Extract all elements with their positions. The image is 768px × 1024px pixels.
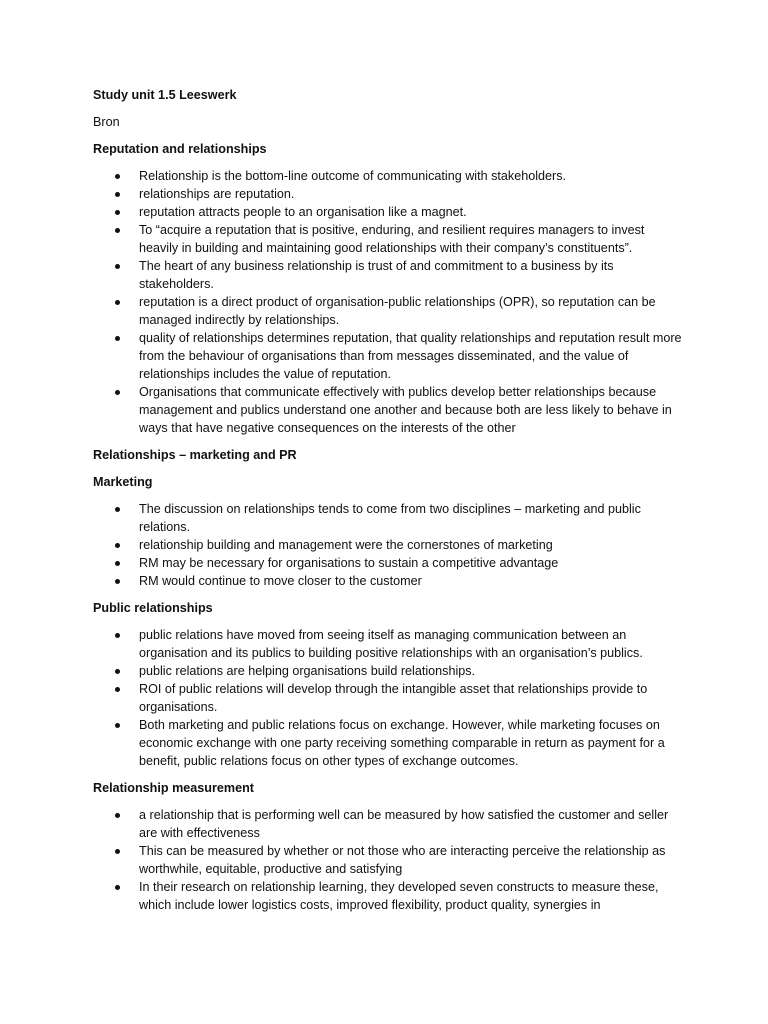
bullet-text: Relationship is the bottom-line outcome of communicating with stakeholders. <box>139 169 567 183</box>
section-heading: Public relationships <box>93 601 213 615</box>
section-heading: Relationships – marketing and PR <box>93 448 297 462</box>
bullet-dot-icon <box>115 390 120 395</box>
bullet-item <box>93 878 683 914</box>
bullet-text: a relationship that is performing well can be measured by how satisfied the customer and seller are with effectiveness <box>139 808 669 840</box>
bullet-dot-icon <box>115 300 120 305</box>
bullet-dot-icon <box>115 174 120 179</box>
bullet-item <box>93 716 683 770</box>
bullet-text: This can be measured by whether or not those who are interacting perceive the relationship as worthwhile, equitable, productive and satisfying <box>139 844 666 876</box>
bullet-dot-icon <box>115 723 120 728</box>
bullet-dot-icon <box>115 813 120 818</box>
bullet-item <box>93 536 683 554</box>
bullet-text: The discussion on relationships tends to come from two disciplines – marketing and public relations. <box>139 502 641 534</box>
bullet-item <box>93 329 683 383</box>
bullet-item <box>93 185 683 203</box>
bullet-list <box>93 500 683 590</box>
bullet-text: In their research on relationship learning, they developed seven constructs to measure these, which include lower logistics costs, improved flexibility, product quality, synergies in <box>139 880 659 912</box>
bullet-dot-icon <box>115 633 120 638</box>
bullet-item <box>93 221 683 257</box>
bullet-dot-icon <box>115 210 120 215</box>
document-title: Study unit 1.5 Leeswerk <box>93 88 237 102</box>
bullet-item <box>93 626 683 662</box>
bullet-item <box>93 167 683 185</box>
bullet-list <box>93 626 683 770</box>
section-heading: Relationship measurement <box>93 781 254 795</box>
bullet-text: public relations are helping organisations build relationships. <box>139 664 476 678</box>
bullet-text: RM would continue to move closer to the customer <box>139 574 422 588</box>
bullet-text: relationship building and management were the cornerstones of marketing <box>139 538 553 552</box>
bullet-dot-icon <box>115 579 120 584</box>
bullet-dot-icon <box>115 264 120 269</box>
bullet-list <box>93 167 683 437</box>
bullet-text: reputation attracts people to an organisation like a magnet. <box>139 205 467 219</box>
bullet-item <box>93 383 683 437</box>
bullet-text: ROI of public relations will develop through the intangible asset that relationships provide to organisations. <box>139 682 648 714</box>
bullet-item <box>93 203 683 221</box>
bullet-item <box>93 806 683 842</box>
bullet-item <box>93 662 683 680</box>
bullet-text: relationships are reputation. <box>139 187 295 201</box>
bullet-text: Organisations that communicate effectively with publics develop better relationships because management and publics understand one another and because both are less likely to behave in ways that have negative consequences on the interests of the other <box>139 385 672 435</box>
bullet-item <box>93 554 683 572</box>
bullet-dot-icon <box>115 192 120 197</box>
bullet-dot-icon <box>115 507 120 512</box>
bullet-dot-icon <box>115 849 120 854</box>
bullet-item <box>93 572 683 590</box>
bullet-dot-icon <box>115 669 120 674</box>
bullet-text: Both marketing and public relations focus on exchange. However, while marketing focuses on economic exchange with one party receiving something comparable in return as payment for a benefit, public relations focus on other types of exchange outcomes. <box>139 718 665 768</box>
bullet-list <box>93 806 683 914</box>
bullet-dot-icon <box>115 336 120 341</box>
bullet-dot-icon <box>115 687 120 692</box>
bullet-text: To “acquire a reputation that is positive, enduring, and resilient requires managers to invest heavily in building and maintaining good relationships with their company’s constituents”. <box>139 223 645 255</box>
bullet-item <box>93 293 683 329</box>
section-heading: Marketing <box>93 475 153 489</box>
bullet-text: public relations have moved from seeing itself as managing communication between an organisation and its publics to building positive relationships with an organisation’s publics. <box>139 628 643 660</box>
document-sections <box>93 140 683 914</box>
bullet-text: reputation is a direct product of organisation-public relationships (OPR), so reputation can be managed indirectly by relationships. <box>139 295 656 327</box>
bullet-text: RM may be necessary for organisations to sustain a competitive advantage <box>139 556 559 570</box>
bullet-item <box>93 257 683 293</box>
bullet-item <box>93 500 683 536</box>
bullet-item <box>93 842 683 878</box>
document-page <box>93 86 683 923</box>
bullet-item <box>93 680 683 716</box>
bullet-text: The heart of any business relationship is trust of and commitment to a business by its stakeholders. <box>139 259 614 291</box>
bullet-dot-icon <box>115 885 120 890</box>
bullet-dot-icon <box>115 228 120 233</box>
source-label: Bron <box>93 115 120 129</box>
section-heading: Reputation and relationships <box>93 142 267 156</box>
bullet-dot-icon <box>115 561 120 566</box>
bullet-dot-icon <box>115 543 120 548</box>
bullet-text: quality of relationships determines reputation, that quality relationships and reputation result more from the behaviour of organisations than from messages disseminated, and the value of relationships includes the value of reputation. <box>139 331 682 381</box>
